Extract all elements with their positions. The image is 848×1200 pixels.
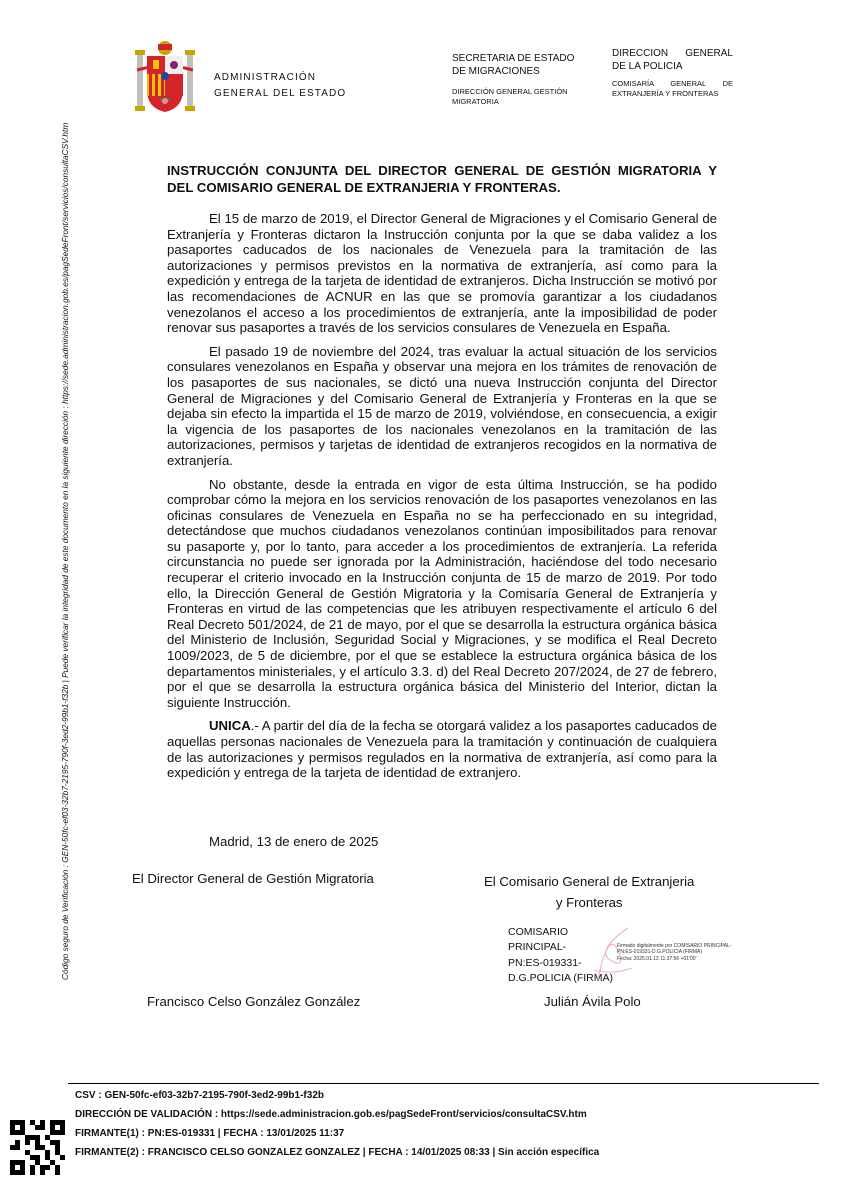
policia-line: DE LA POLICIA — [612, 61, 683, 72]
body-paragraph: El pasado 19 de noviembre del 2024, tras evaluar la actual situación de los servicios consulares venezolanos en España y observar una mejora en los trámites de renovación de los pasaportes de sus nacionales, se dictó una nueva Instrucción conjunta del Director General de Migraciones y del Comisario General de Extranjería y Fronteras en la que se dejaba sin efecto la impartida el 15 de marzo de 2019, volviéndose, en consecuencia, a exigir la vigencia de los pasaportes de los nacionales venezolanos en la tramitación de las autorizaciones, permisos y tarjetas de identidad de extranjeros recogidos en la normativa de extranjería. — [167, 343, 717, 468]
unica-label: UNICA — [209, 718, 251, 734]
secretaria-sub-line: MIGRATORIA — [452, 97, 499, 106]
firmante2-line: FIRMANTE(2) : FRANCISCO CELSO GONZALEZ GONZALEZ | FECHA : 14/01/2025 08:33 | Sin acción específica — [75, 1147, 600, 1158]
csv-sidebar-text: Código seguro de Verificación : GEN-50fc-ef03-32b7-2195-790f-3ed2-99b1-f32b | Puede verificar la integridad de este documento en la siguiente dirección : https://sede.administracion.gob.es/pagSedeFront/servicios/consultaCSV.htm — [60, 122, 70, 980]
unica-paragraph — [167, 718, 717, 780]
left-signer-role: El Director General de Gestión Migratoria — [132, 871, 374, 886]
stamp-line: COMISARIO — [508, 926, 569, 938]
unica-text: .- A partir del día de la fecha se otorgará validez a los pasaportes caducados de aquellas personas nacionales de Venezuela para la tramitación y continuación de cualquiera de las autorizaciones y permisos regulados en la normativa de extranjería, así como para la expedición y entrega de la tarjeta de identidad de extranjero. — [167, 718, 717, 781]
body-paragraph: No obstante, desde la entrada en vigor de esta última Instrucción, se ha podido comprobar cómo la mejora en los servicios renovación de los pasaportes venezolanos en las oficinas consulares de Venezuela en España no se ha perfeccionado en su integridad, detectándose que muchos ciudadanos venezolanos continúan imposibilitados para renovar su pasaporte y, por lo tanto, para acceder a los procedimientos de extranjería. La referida circunstancia no puede ser ignorada por la Administración, haciéndose del todo necesario recuperar el criterio invocado en la Instrucción conjunta de 15 de marzo de 2019. Por todo ello, la Dirección General de Gestión Migratoria y la Comisaría General de Extranjería y Fronteras en virtud de las competencias que les atribuyen respectivamente el artículo 6 del Real Decreto 501/2024, de 21 de mayo, por el que se desarrolla la estructura orgánica básica del Ministerio de Inclusión, Seguridad Social y Migraciones, y se modifica el Real Decreto 1009/2023, de 5 de diciembre, por el que se establece la estructura orgánica básica de los departamentos ministeriales, y el artículo 3.3. d) del Real Decreto 207/2024, de 27 de febrero, por el que se desarrolla la estructura orgánica básica del Ministerio del Interior, dictan la siguiente Instrucción. — [167, 476, 717, 710]
fine-print-line: Firmado digitalmente por COMISARIO PRINCIPAL- — [617, 943, 732, 949]
header-line: GENERAL DEL ESTADO — [214, 88, 347, 99]
stamp-line: PRINCIPAL- — [508, 941, 567, 954]
secretaria-sub-line: DIRECCIÓN GENERAL GESTIÓN — [452, 87, 568, 96]
footer-divider — [68, 1083, 819, 1084]
document-title: INSTRUCCIÓN CONJUNTA DEL DIRECTOR GENERAL DE GESTIÓN MIGRATORIA Y DEL COMISARIO GENERAL DE EXTRANJERIA Y FRONTERAS. — [167, 163, 717, 195]
footer-block — [75, 1086, 599, 1162]
right-signer-role — [484, 871, 694, 913]
policia-sub-line: EXTRANJERÍA Y FRONTERAS — [612, 89, 719, 98]
firmante1-line: FIRMANTE(1) : PN:ES-019331 | FECHA : 13/01/2025 11:37 — [75, 1128, 345, 1139]
admin-general-estado-label — [214, 70, 346, 102]
qr-code-icon — [10, 1120, 65, 1175]
secretaria-line: SECRETARIA DE ESTADO — [452, 53, 575, 64]
right-role-line: y Fronteras — [555, 895, 623, 910]
stamp-line: D.G.POLICIA (FIRMA) — [508, 971, 614, 984]
right-signer-name: Julián Ávila Polo — [544, 994, 641, 1009]
fine-print-line: PN:ES-019331-D.G.POLICIA (FIRMA) — [617, 949, 703, 956]
body-paragraph: El 15 de marzo de 2019, el Director General de Migraciones y el Comisario General de Extranjería y Fronteras dictaron la Instrucción conjunta por la que se daba validez a los pasaportes caducados de los nacionales de Venezuela para la tramitación de las autorizaciones y permisos previstos en la normativa de extranjería, así como para la expedición y entrega de la tarjeta de identidad de extranjeros. Dicha Instrucción se motivó por las recomendaciones de ACNUR en las que se promovía garantizar a los ciudadanos venezolanos el acceso a los procedimientos de extranjería, ante la imposibilidad de poder renovar sus pasaportes a través de los servicios consulares de Venezuela en España. — [167, 211, 717, 336]
policia-block — [612, 47, 733, 99]
signature-fine-print — [617, 943, 731, 962]
header-line: ADMINISTRACIÓN — [214, 72, 317, 83]
stamp-line: PN:ES-019331- — [508, 956, 582, 969]
secretaria-line: DE MIGRACIONES — [452, 66, 540, 77]
policia-sub-line: COMISARÍA GENERAL DE — [612, 79, 733, 88]
policia-line: DIRECCION GENERAL — [612, 48, 733, 59]
validation-url-line: DIRECCIÓN DE VALIDACIÓN : https://sede.administracion.gob.es/pagSedeFront/servicios/consultaCSV.htm — [75, 1109, 587, 1120]
fine-print-line: Fecha: 2025.01.13 11:37:56 +01'00' — [617, 955, 697, 962]
document-body — [167, 211, 717, 789]
csv-line: CSV : GEN-50fc-ef03-32b7-2195-790f-3ed2-99b1-f32b — [75, 1090, 324, 1101]
coat-of-arms-icon — [134, 40, 196, 118]
left-signer-name: Francisco Celso González González — [147, 994, 361, 1009]
secretaria-estado-block — [452, 52, 574, 107]
right-role-line: El Comisario General de Extranjeria — [484, 874, 695, 889]
date-line: Madrid, 13 de enero de 2025 — [209, 834, 379, 849]
